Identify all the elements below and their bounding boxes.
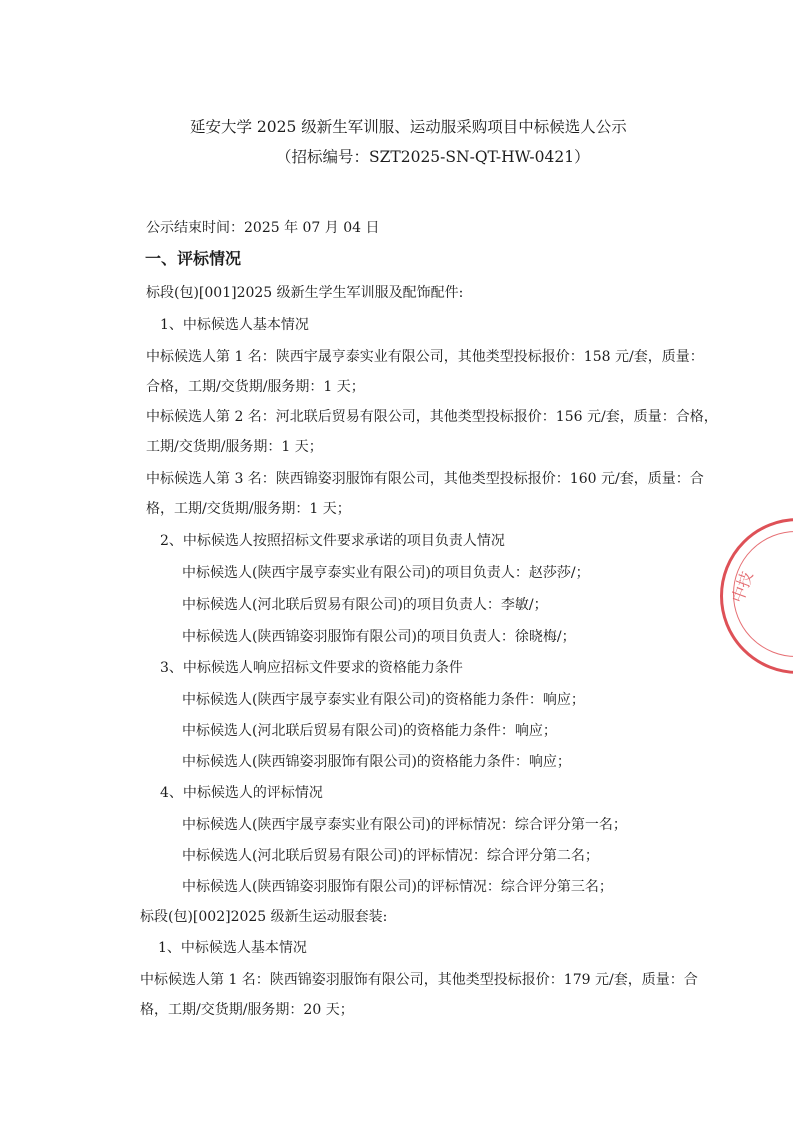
lot-001-evaluation-3: 中标候选人(陕西锦姿羽服饰有限公司)的评标情况：综合评分第三名；: [182, 879, 613, 895]
lot-001-manager-2: 中标候选人(河北联后贸易有限公司)的项目负责人：李敏/；: [182, 597, 548, 613]
lot-001-evaluation-2: 中标候选人(河北联后贸易有限公司)的评标情况：综合评分第二名；: [182, 848, 599, 864]
lot-002-heading: 标段(包)[002]2025 级新生运动服套装:: [140, 909, 388, 925]
lot-001-heading: 标段(包)[001]2025 级新生学生军训服及配饰配件:: [146, 285, 464, 301]
document-title: 延安大学 2025 级新生军训服、运动服采购项目中标候选人公示: [190, 118, 627, 136]
lot-001-subheading-basic-info: 1、中标候选人基本情况: [160, 317, 309, 333]
lot-001-candidate-1-line-1: 中标候选人第 1 名：陕西宇晟亨泰实业有限公司，其他类型投标报价：158 元/套，质量：: [146, 349, 704, 365]
lot-001-qualification-1: 中标候选人(陕西宇晟亨泰实业有限公司)的资格能力条件：响应；: [182, 692, 585, 708]
lot-001-candidate-3-line-2: 格，工期/交货期/服务期：1 天；: [146, 501, 351, 517]
lot-001-subheading-evaluation: 4、中标候选人的评标情况: [160, 785, 323, 801]
lot-001-candidate-1-line-2: 合格，工期/交货期/服务期：1 天；: [146, 379, 365, 395]
lot-001-manager-1: 中标候选人(陕西宇晟亨泰实业有限公司)的项目负责人：赵莎莎/；: [182, 565, 590, 581]
lot-001-candidate-2-line-1: 中标候选人第 2 名：河北联后贸易有限公司，其他类型投标报价：156 元/套，质量：合格，: [146, 409, 718, 425]
official-seal-stamp: [720, 518, 793, 674]
lot-001-candidate-2-line-2: 工期/交货期/服务期：1 天；: [146, 439, 323, 455]
section-heading-evaluation: 一、评标情况: [145, 249, 242, 268]
lot-001-qualification-3: 中标候选人(陕西锦姿羽服饰有限公司)的资格能力条件：响应；: [182, 754, 571, 770]
lot-002-candidate-1-line-1: 中标候选人第 1 名：陕西锦姿羽服饰有限公司，其他类型投标报价：179 元/套，质量：合: [140, 972, 698, 988]
lot-001-subheading-project-manager: 2、中标候选人按照招标文件要求承诺的项目负责人情况: [160, 533, 505, 549]
publication-end-time: 公示结束时间：2025 年 07 月 04 日: [146, 220, 380, 236]
lot-002-candidate-1-line-2: 格，工期/交货期/服务期：20 天；: [140, 1002, 354, 1018]
lot-001-manager-3: 中标候选人(陕西锦姿羽服饰有限公司)的项目负责人：徐晓梅/；: [182, 629, 576, 645]
lot-002-subheading-basic-info: 1、中标候选人基本情况: [158, 940, 307, 956]
lot-001-subheading-qualification: 3、中标候选人响应招标文件要求的资格能力条件: [160, 660, 463, 676]
lot-001-evaluation-1: 中标候选人(陕西宇晟亨泰实业有限公司)的评标情况：综合评分第一名；: [182, 817, 627, 833]
lot-001-qualification-2: 中标候选人(河北联后贸易有限公司)的资格能力条件：响应；: [182, 723, 557, 739]
tender-number: （招标编号：SZT2025-SN-QT-HW-0421）: [276, 148, 590, 166]
svg-text:中技: 中技: [727, 568, 757, 606]
lot-001-candidate-3-line-1: 中标候选人第 3 名：陕西锦姿羽服饰有限公司，其他类型投标报价：160 元/套，质量：合: [146, 471, 704, 487]
seal-text-graphic: [720, 518, 793, 668]
